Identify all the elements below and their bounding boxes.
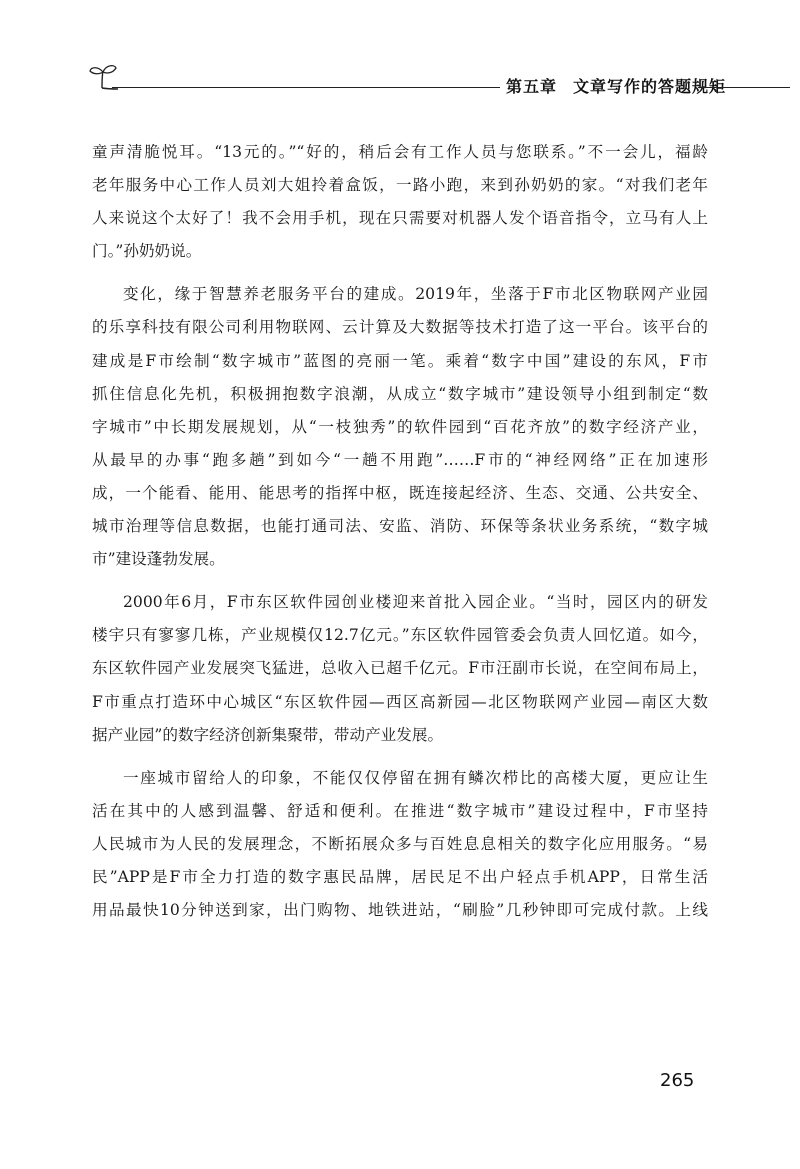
text-line: 楼宇只有寥寥几栋，产业规模仅12.7亿元。”东区软件园管委会负责人回忆道。如今， (92, 626, 708, 645)
text-line: 城市治理等信息数据，也能打通司法、安监、消防、环保等条状业务系统，“数字城 (92, 517, 708, 536)
text-line: 老年服务中心工作人员刘大姐拎着盒饭，一路小跑，来到孙奶奶的家。“对我们老年 (92, 176, 708, 195)
sprout-icon (88, 62, 118, 90)
header-rule-right (698, 87, 790, 88)
text-line: 一座城市留给人的印象，不能仅仅停留在拥有鳞次栉比的高楼大厦，更应让生 (123, 768, 708, 787)
text-line: 用品最快10分钟送到家，出门购物、地铁进站，“刷脸”几秒钟即可完成付款。上线 (92, 901, 708, 920)
text-line: 市”建设蓬勃发展。 (92, 550, 225, 569)
text-line: 抓住信息化先机，积极拥抱数字浪潮，从成立“数字城市”建设领导小组到制定“数 (92, 384, 708, 403)
text-line: 门。”孙奶奶说。 (92, 242, 202, 261)
page-number: 265 (660, 1070, 695, 1091)
paragraph (92, 762, 708, 927)
body-text (92, 136, 708, 937)
text-line: 童声清脆悦耳。“13元的。”“好的，稍后会有工作人员与您联系。”不一会儿，福龄 (92, 143, 708, 161)
text-line: 人来说这个太好了！我不会用手机，现在只需要对机器人发个语音指令，立马有人上 (92, 209, 708, 228)
text-line: 东区软件园产业发展突飞猛进，总收入已超千亿元。F市汪副市长说，在空间布局上， (92, 659, 708, 678)
chapter-number: 第五章 (506, 77, 558, 96)
text-line: 变化，缘于智慧养老服务平台的建成。2019年，坐落于F市北区物联网产业园 (123, 285, 708, 304)
text-line: 从最早的办事“跑多趟”到如今“一趟不用跑”……F市的“神经网络”正在加速形 (92, 450, 708, 469)
text-line: F市重点打造环中心城区“东区软件园—西区高新园—北区物联网产业园—南区大数 (92, 692, 708, 711)
text-line: 民”APP是F市全力打造的数字惠民品牌，居民足不出户轻点手机APP，日常生活 (92, 867, 708, 886)
text-line: 的乐享科技有限公司利用物联网、云计算及大数据等技术打造了这一平台。该平台的 (92, 318, 708, 337)
chapter-title (506, 74, 726, 97)
paragraph (92, 136, 708, 268)
text-line: 人民城市为人民的发展理念，不断拓展众多与百姓息息相关的数字化应用服务。“易 (92, 834, 708, 853)
header-rule-left (112, 87, 500, 88)
text-line: 成，一个能看、能用、能思考的指挥中枢，既连接起经济、生态、交通、公共安全、 (92, 483, 708, 502)
paragraph (92, 586, 708, 751)
text-line: 字城市”中长期发展规划，从“一枝独秀”的软件园到“百花齐放”的数字经济产业， (92, 417, 708, 436)
chapter-name: 文章写作的答题规矩 (573, 77, 727, 96)
text-line: 建成是F市绘制“数字城市”蓝图的亮丽一笔。乘着“数字中国”建设的东风，F市 (92, 351, 708, 370)
paragraph (92, 278, 708, 576)
text-line: 据产业园”的数字经济创新集聚带，带动产业发展。 (92, 725, 444, 744)
text-line: 2000年6月，F市东区软件园创业楼迎来首批入园企业。“当时，园区内的研发 (123, 593, 708, 612)
text-line: 活在其中的人感到温馨、舒适和便利。在推进“数字城市”建设过程中，F市坚持 (92, 801, 708, 820)
running-header (88, 60, 788, 100)
